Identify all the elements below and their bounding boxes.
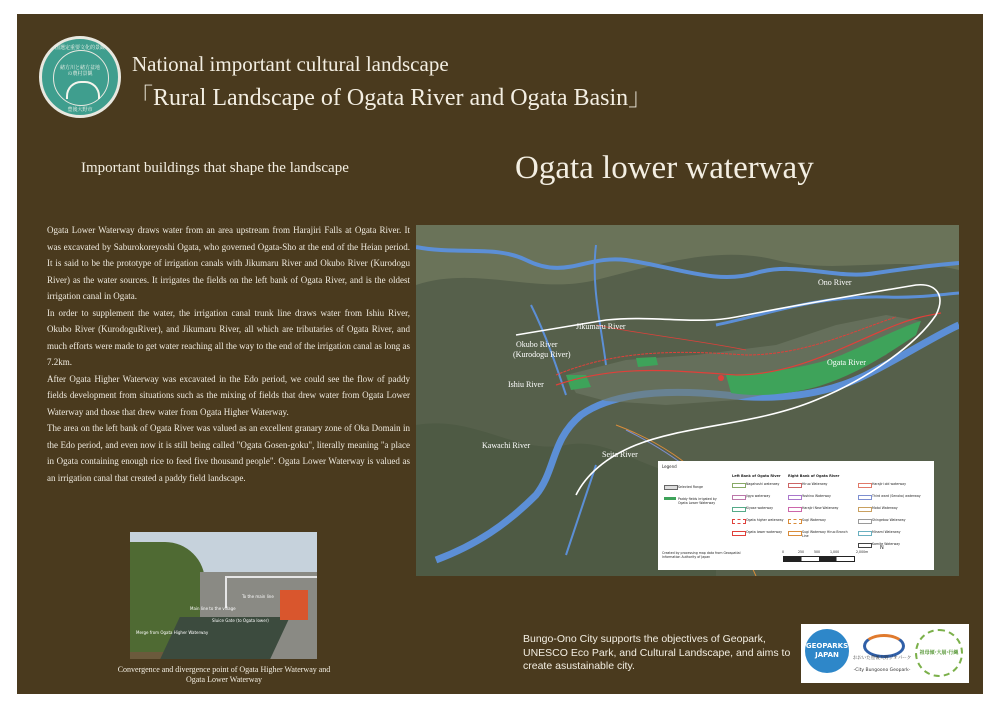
photo-water-channel (160, 617, 290, 659)
legend-swatch (788, 531, 802, 536)
legend-swatch (732, 519, 746, 524)
section-subtitle: Important buildings that shape the landscape (81, 160, 349, 176)
bungo-geopark-en-text: -City Bungoono Geopark- (853, 668, 911, 673)
legend-item: Yoshino Waterway (802, 494, 831, 498)
main-title: Ogata lower waterway (515, 150, 814, 186)
geoparks-logo-text: JAPAN (815, 651, 839, 659)
legend-item: Kamite Waterway (872, 542, 901, 546)
map-label-ishiu-river: Ishiu River (508, 380, 544, 389)
partner-logos (801, 624, 969, 683)
legend-left-bank-title: Left Bank of Ogata River (732, 474, 781, 478)
map-label-seita-river: Seita River (602, 450, 638, 459)
bungo-ono-geopark-logo (852, 630, 912, 673)
map-legend (658, 461, 934, 570)
legend-item: Third ward (Senoko) waterway (872, 494, 921, 498)
legend-item: Jigyo waterway (746, 494, 771, 498)
legend-swatch (732, 495, 746, 500)
legend-item: Harajiri old waterway (872, 482, 906, 486)
map-label-jikumaru-river: Jikumaru River (576, 322, 626, 331)
cultural-landscape-emblem (39, 36, 121, 118)
legend-item: Minami Waterway (872, 530, 901, 534)
header-line-1: National important cultural landscape (132, 52, 449, 76)
legend-swatch (788, 483, 802, 488)
legend-swatch (858, 519, 872, 524)
map-label-kawachi-river: Kawachi River (482, 441, 531, 450)
description-text (47, 222, 410, 486)
legend-swatch-range (664, 485, 678, 490)
legend-swatch (788, 507, 802, 512)
legend-title: Legend (662, 464, 677, 469)
survey-point-marker (718, 375, 724, 381)
biosphere-mark-text: 祖母傾·大崩·行縄 (919, 650, 959, 656)
emblem-bottom-text: 豊後大野市 (67, 107, 93, 113)
description-paragraph: The area on the left bank of Ogata River was valued as an excellent granary zone of Oka Domain in the Edo period, and even now it is still being called "Ogata Gosen-goku", literally meaning "a place in Ogata containing enough rice to feed five thousand people". Ogata Lower Waterway is valued as an irrigation canal that created a paddy field landscape. (47, 423, 410, 483)
waterway-map (416, 225, 959, 576)
legend-item: Harajiri New Waterway (802, 506, 839, 510)
photo-sluice-gate (280, 590, 308, 620)
legend-swatch (858, 531, 872, 536)
legend-credit: Created by processing map data from Geospatial Information Authority of Japan (662, 551, 741, 559)
description-paragraph: Ogata Lower Waterway draws water from an area upstream from Harajiri Falls at Ogata River. It was excavated by Saburokoreyoshi Ogata, who governed Ogata-Sho at the end of the Heian period. It is said to be the prototype of irrigation canals with Jikumaru River and Okubo River (Kurodogu River) as the water sources. It irrigates the fields on the left bank of Ogata River, and is the oldest irrigation canal in Ogata. (47, 225, 410, 301)
map-label-okubo-river: Okubo River (516, 340, 558, 349)
legend-swatch (858, 483, 872, 488)
map-label-ono-river: Ono River (818, 278, 852, 287)
legend-item: Sugi Waterway Hiruo Branch Line (802, 530, 848, 538)
scale-label: 500 (814, 550, 821, 554)
photo-label: Merge from Ogata Higher Waterway (136, 630, 209, 635)
legend-item: Selected Range (678, 485, 703, 489)
photo-caption: Convergence and divergence point of Ogata Higher Waterway and Ogata Lower Waterway (117, 665, 331, 684)
description-paragraph: After Ogata Higher Waterway was excavated in the Edo period, we could see the flow of paddy fields development from situations such as the mixing of fields that drew water from Ogata Lower Waterway and those that drew water from Ogata Higher Waterway. (47, 373, 410, 417)
north-arrow-icon: N (880, 545, 884, 551)
legend-swatch (858, 543, 872, 548)
legend-item: Ogata higher waterway (746, 518, 784, 522)
legend-item: Shingebaz Waterway (872, 518, 906, 522)
legend-item: Kiyose waterway (746, 506, 773, 510)
photo-label: Main line to the village (190, 606, 236, 611)
legend-swatch (858, 507, 872, 512)
legend-swatch (732, 531, 746, 536)
legend-item: Hiruo Waterway (802, 482, 828, 486)
scale-bar (783, 556, 855, 562)
map-label-ogata-river: Ogata River (827, 358, 866, 367)
geoparks-japan-logo (805, 629, 849, 673)
geoparks-logo-text: GEOPARKS (805, 642, 849, 650)
scale-label: 0 (782, 550, 785, 554)
waterway-photo (130, 532, 317, 659)
legend-item: Sugi Waterway (802, 518, 826, 522)
header-line-2: 「Rural Landscape of Ogata River and Ogata Basin」 (129, 85, 653, 111)
footer-statement: Bungo-Ono City supports the objectives of Geopark, UNESCO Eco Park, and Cultural Landscape, and aims to create asustainable city. (523, 633, 791, 672)
legend-swatch (788, 495, 802, 500)
emblem-center-text: 緒方川と緒方盆地の農村景観 (59, 65, 100, 77)
map-label-kurodogu-river: (Kurodogu River) (513, 350, 571, 359)
photo-label: To the main line (242, 594, 274, 599)
legend-item: Paddy fields irrigated by Ogata Lower Waterway (678, 497, 717, 505)
biosphere-reserve-logo (915, 629, 963, 677)
legend-item: Nagahoshi waterway (746, 482, 780, 486)
scale-label: 1,000 (830, 550, 840, 554)
scale-label: 2,000m (856, 550, 869, 554)
sign-board (17, 14, 983, 694)
description-paragraph: In order to supplement the water, the irrigation canal trunk line draws water from Ishiu River, Okubo River (KurodoguRiver), and Jikumaru River, all which are tributaries of Ogata River, and much efforts were made to get water reaching all the way to the end of the irrigation canal as long as 7.2km. (47, 307, 410, 367)
legend-swatch-paddy (664, 497, 676, 500)
legend-swatch (732, 483, 746, 488)
legend-swatch (858, 495, 872, 500)
legend-item: Ogata lower waterway (746, 530, 782, 534)
photo-label: Sluice Gate (to Ogata lower) (212, 618, 269, 623)
legend-right-bank-title: Right Bank of Ogata River (788, 474, 840, 478)
legend-item: Motoi Waterway (872, 506, 898, 510)
legend-swatch (732, 507, 746, 512)
emblem-top-text: 国選定重要文化的景観 (54, 45, 105, 51)
bungo-geopark-jp-text: おおいた豊後大野ジオパーク (852, 656, 912, 661)
legend-swatch (788, 519, 802, 524)
scale-label: 250 (798, 550, 805, 554)
geopark-ring-icon (863, 634, 905, 658)
